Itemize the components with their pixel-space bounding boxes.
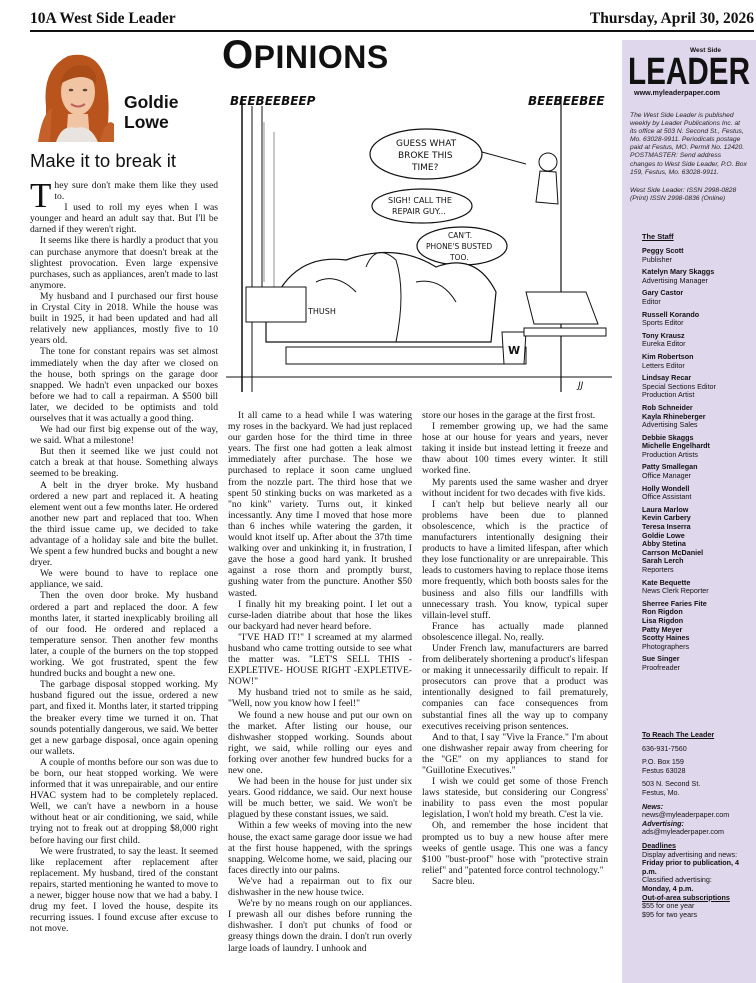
staff-group: [642, 485, 752, 502]
staff-name: Sue Singer: [642, 654, 680, 664]
staff-name: Ron Rigdon: [642, 607, 683, 617]
author-photo: [32, 44, 118, 142]
staff-name: Sherree Faries Fite: [642, 598, 707, 608]
contact-street: 503 N. Second St.: [642, 779, 701, 789]
article-paragraph: I finally hit my breaking point. I let out a curse-laden diatribe about that hose the likes our backyard had never heard before.: [228, 598, 412, 632]
staff-name: Sarah Lerch: [642, 556, 684, 566]
staff-group: [642, 506, 752, 575]
staff-heading: The Staff: [642, 232, 674, 241]
article-paragraph: I remember growing up, we had the same hose at our house for years and years, never taking it inside but instead letting it freeze and thaw about 100 times every winter. It still worked fine.: [422, 421, 608, 477]
staff-name: Kevin Carbery: [642, 513, 691, 523]
staff-name: Teresa Inserra: [642, 522, 691, 532]
staff-list: [642, 247, 752, 677]
page-folio: 10A West Side Leader: [30, 10, 176, 27]
issue-date: Thursday, April 30, 2026: [589, 10, 754, 27]
staff-name: Carrson McDaniel: [642, 547, 704, 557]
advertising-email[interactable]: ads@myleaderpaper.com: [642, 827, 725, 837]
staff-name: Russell Korando: [642, 309, 700, 319]
article-paragraph: My husband tried not to smile as he said, "Well, now you know how I feel!": [228, 687, 412, 710]
article-paragraph: We had our first big expense out of the way, we said. What a milestone!: [30, 424, 218, 447]
section-title-rest: PINIONS: [253, 39, 389, 75]
staff-role: Advertising Manager: [642, 275, 708, 285]
cartoon-bubble-3-line-1: CAN'T.: [448, 231, 473, 240]
editorial-cartoon: [226, 92, 612, 392]
staff-name: Lisa Rigdon: [642, 615, 684, 625]
cartoon-beeps-right: BEEBEEBEE: [528, 94, 605, 108]
advertising-label: Advertising:: [642, 818, 684, 828]
classified-deadline-label: Classified advertising:: [642, 875, 712, 885]
article-paragraph: It all came to a head while I was watering my roses in the backyard. We had just replaced our garden hose for the third time in three years. The first one had gotten a leak almost immediately after purchase. The hose we purchased to replace it soon came unglued from the nozzle part. The third hose that we spent 50 stinking bucks on was marketed as a "no kink" variety. Turns out, it kinked incessantly. Any time I moved that hose more than 6 inches while watering the garden, it would knot itself up. After about the 37th time walking over and unkinking it, in frustration, I gave the hose a good hard yank. It brushed against a rose thorn and promptly burst, gushing water from the puncture. Another $50 wasted.: [228, 410, 412, 599]
issn-notice: West Side Leader: ISSN 2998-0828 (Print) ISSN 2998-0836 (Online): [630, 187, 737, 203]
staff-group: [642, 579, 752, 596]
staff-role: Letters Editor: [642, 360, 685, 370]
staff-role: Proofreader: [642, 662, 680, 672]
staff-name: Kayla Rhineberger: [642, 411, 706, 421]
article-paragraph-text: hey sure don't make them like they used to.: [54, 180, 218, 203]
article-paragraph: A couple of months before our son was due to be born, our heat stopped working. We were informed that it was unrepairable, and our entire HVAC system had to be completely replaced. Well, we can't have a newborn in a house without heat or air conditioning, we said, while trying not to freak out at dropping $8,000 right before having our first child.: [30, 756, 218, 846]
article-paragraph: We were frustrated, to say the least. It seemed like replacement after replacement after replacement. My husband, tired of the constant repairs, started mentioning he wanted to move to a newer, bigger house now that we had a baby. I drug my feet. I loved the house, despite its recurring issues. I found excuse after excuse to not move.: [30, 845, 218, 935]
contact-heading: To Reach The Leader: [642, 730, 715, 739]
staff-name: Katelyn Mary Skaggs: [642, 267, 715, 277]
staff-role: News Clerk Reporter: [642, 586, 709, 596]
staff-role: Sports Editor: [642, 318, 684, 328]
article-paragraph: store our hoses in the garage at the first frost.: [422, 410, 596, 421]
article-paragraph: We were bound to have to replace one appliance, we said.: [30, 568, 218, 591]
article-paragraph: We're by no means rough on our appliances. I prewash all our dishes before running the dishwasher. I don't put chunks of food or greasy things down the drain. I don't run overly large loads of laundry. I unhook and: [228, 898, 412, 954]
publication-notice: The West Side Leader is published weekly by Leader Publications Inc. at its office at 503 N. Second St., Festus, Mo. 63028-9911. Periodicals postage paid at Festus, MO. Permit No. 12420. POSTMASTER: Send address changes to West Side Leader, P.O. Box 159, Festus, Mo. 63028-9911.: [630, 112, 747, 176]
staff-name: Debbie Skaggs: [642, 432, 694, 442]
staff-role: Advertising Sales: [642, 420, 698, 430]
article-column-2: [228, 410, 412, 976]
article-paragraph: [30, 180, 218, 215]
staff-name: Tony Krausz: [642, 330, 685, 340]
staff-role: Reporters: [642, 565, 674, 574]
article-paragraph: The tone for constant repairs was set almost immediately when the day after we closed on the house, both springs on the garage door snapped. We hadn't even unpacked our boxes before we had to call a repairman. A $500 bill later, we decided to be optimists and told ourselves that it was actually a good thing.: [30, 346, 218, 424]
cartoon-beeps-left: BEEBEEBEEP: [230, 94, 316, 108]
subscription-two-years: $95 for two years: [642, 909, 698, 919]
article-column-3: [422, 410, 608, 976]
article-paragraph: And to that, I say "Vive la France." I'm about one dishwasher repair away from cheering for the "GE" on my appliances to stand for "Guillotine Executives.": [422, 731, 608, 776]
section-title: [222, 33, 418, 78]
article-paragraph: I wish we could get some of those French laws stateside, but considering our Congress' inability to pass even the most popular legislation, I won't hold my breath. C'est la vie.: [422, 776, 608, 821]
news-email[interactable]: news@myleaderpaper.com: [642, 810, 730, 820]
article-paragraph: "I'VE HAD IT!" I screamed at my alarmed husband who came trotting outside to see what the matter was. "LET'S SELL THIS -EXPLETIVE- HOUSE RIGHT -EXPLETIVE- NOW!": [228, 631, 412, 688]
cartoon-sound-effect: THUSH: [308, 307, 336, 316]
logo-main-text: LEADER: [628, 51, 750, 86]
staff-group: [642, 247, 752, 264]
staff-role: Special Sections Editor Production Artist: [642, 381, 716, 400]
staff-role: Production Artists: [642, 449, 698, 459]
staff-group: [642, 332, 752, 349]
drop-cap: T: [30, 180, 52, 215]
subscription-one-year: $55 for one year: [642, 901, 695, 911]
staff-group: [642, 600, 752, 652]
logo-small-text: West Side: [690, 47, 721, 54]
author-byline: [124, 92, 178, 132]
staff-group: [642, 353, 752, 370]
article-headline: Make it to break it: [30, 150, 177, 171]
staff-role: Office Assistant: [642, 492, 692, 502]
article-paragraph: The garbage disposal stopped working. My husband figured out the issue, ordered a new part, and fixed it. Months later, it started tripping the breaker every time we turned it on. That sounds potentially dangerous, we said. We better get a new garbage disposal, once again opening our wallets.: [30, 679, 218, 757]
staff-group: [642, 463, 752, 480]
staff-name: Patty Smallegan: [642, 462, 698, 472]
staff-role: Editor: [642, 296, 661, 306]
author-first-name: Goldie: [124, 92, 179, 112]
staff-group: [642, 434, 752, 460]
article-paragraph: I can't help but believe nearly all our problems have been due to planned obsolescence, which is the practice of manufacturers intentionally designing their products to have a limited lifespan, after which they lose functionality or are unrepairable. This leads to customers having to replace those items more frequently, which both boosts sales for the business and also fills our landfills with unnecessary trash. You know, typical super villain-level stuff.: [422, 498, 608, 621]
article-paragraph: We found a new house and put our own on the market. After listing our house, our dishwasher stopped working. Sounds about right, we said, while rolling our eyes and forking over another few hundred bucks for a new one.: [228, 709, 412, 776]
article-paragraph: Under French law, manufacturers are barred from deliberately shortening a product's lifespan or making it unnecessarily difficult to repair. If prosecutors can prove that a product was intentionally designed to fail prematurely, companies can face consequences from substantial fines all the way up to company executives receiving prison sentences.: [422, 642, 608, 732]
article-column-1: [30, 180, 218, 976]
staff-name: Gary Castor: [642, 288, 684, 298]
cartoon-bubble-3-line-3: TOO.: [450, 253, 469, 262]
cartoon-signature: JJ: [578, 381, 584, 391]
staff-group: [642, 404, 752, 430]
staff-group: [642, 655, 752, 672]
staff-name: Scotty Haines: [642, 633, 690, 643]
cartoon-bubble-3-line-2: PHONE'S BUSTED: [426, 242, 493, 251]
staff-name: Kate Bequette: [642, 577, 691, 587]
section-title-initial: O: [222, 33, 254, 77]
article-paragraph: We've had a repairman out to fix our dishwasher in the new house twice.: [228, 875, 412, 899]
article-paragraph: We had been in the house for just under six years. Good riddance, we said. Our next house will be much better, we said. We won't be plagued by these constant issues, we said.: [228, 776, 412, 821]
header-rule: [30, 30, 754, 32]
leader-logo: [628, 44, 752, 86]
contact-city: Festus, Mo.: [642, 787, 680, 797]
staff-role: Photographers: [642, 641, 690, 651]
article-paragraph: But then it seemed like we just could not catch a break at that house. Something always seemed to be breaking.: [30, 446, 218, 480]
staff-name: Patty Meyer: [642, 624, 683, 634]
staff-name: Rob Schneider: [642, 402, 693, 412]
display-deadline-label: Display advertising and news:: [642, 849, 738, 859]
contact-phone[interactable]: 636-931-7560: [642, 743, 687, 753]
news-label: News:: [642, 801, 664, 811]
article-paragraph: Sacre bleu.: [432, 875, 475, 887]
contact-po-city: Festus 63028: [642, 765, 686, 775]
article-paragraph: Within a few weeks of moving into the new house, the exact same garage door issue we had at the first house happened, with the springs snapping. Welcome home, we said, placing our faces directly into our palms.: [228, 820, 412, 876]
contact-po-box: P.O. Box 159: [642, 757, 684, 767]
staff-name: Peggy Scott: [642, 246, 684, 255]
staff-name: Laura Marlow: [642, 504, 689, 514]
staff-group: [642, 268, 752, 285]
article-paragraph: My parents used the same washer and dryer without incident for two decades with five kids.: [422, 476, 608, 499]
staff-name: Holly Wondell: [642, 483, 690, 493]
cartoon-mug-letter: W: [508, 344, 521, 357]
article-paragraph: France has actually made planned obsolescence illegal. No, really.: [422, 620, 608, 643]
staff-name: Lindsay Recar: [642, 373, 692, 383]
deadlines-heading: Deadlines: [642, 840, 676, 850]
staff-name: Michelle Engelhardt: [642, 441, 710, 451]
article-paragraph: My husband and I purchased our first house in Crystal City in 2018. While the house was built in 1925, it had been updated and had all relatively new appliances, mostly five to 10 years old.: [30, 290, 218, 347]
cartoon-bubble-2-line-2: REPAIR GUY...: [392, 207, 446, 216]
staff-name: Kim Robertson: [642, 351, 694, 361]
staff-role: Eureka Editor: [642, 339, 686, 349]
cartoon-bubble-1-line-3: TIME?: [412, 163, 439, 173]
article-paragraph: Then the oven door broke. My husband ordered a part and replaced the door. A few months later, it started inexplicably broiling all of our food. He ordered and replaced a temperature sensor. Then another few months later, a couple of the burners on the top stopped working. We got frustrated, spent the few hundred bucks and bought a new one.: [30, 590, 218, 680]
author-last-name: Lowe: [124, 112, 169, 132]
subscriptions-heading: Out-of-area subscriptions: [642, 892, 730, 902]
contact-info: [642, 731, 754, 919]
staff-role: Office Manager: [642, 471, 692, 481]
staff-group: [642, 289, 752, 306]
classified-deadline: Monday, 4 p.m.: [642, 883, 694, 893]
staff-name: Goldie Lowe: [642, 530, 685, 540]
staff-group: [642, 311, 752, 328]
display-deadline: Friday prior to publication, 4 p.m.: [642, 858, 740, 876]
article-paragraph: A belt in the dryer broke. My husband ordered a new part and replaced it. A heating element went out a few months later. He ordered another new part and replaced that too. When the third issue came up, we decided to take advantage of a holiday sale and bite the bullet. We spent a few hundred bucks and bought a new dryer.: [30, 479, 218, 569]
staff-group: [642, 374, 752, 400]
cartoon-bubble-1-line-1: GUESS WHAT: [396, 139, 457, 149]
website-link[interactable]: www.myleaderpaper.com: [634, 88, 721, 97]
cartoon-bubble-1-line-2: BROKE THIS: [398, 151, 453, 161]
article-paragraph: It seems like there is hardly a product that you can purchase anymore that doesn't break at the slightest provocation. Even large expensive purchases, such as appliances, aren't made to last anymore.: [30, 235, 218, 291]
article-paragraph: I used to roll my eyes when I was younger and heard an adult say that. But I'll be darned if they weren't right.: [30, 202, 218, 236]
article-paragraph: Oh, and remember the hose incident that prompted us to buy a new house after mere weeks of gentle usage. This one was a fancy $100 "bust-proof" hose with "protective strain relief" and "patented force control technology.": [422, 820, 608, 876]
staff-name: Abby Stetina: [642, 539, 686, 549]
cartoon-bubble-2-line-1: SIGH! CALL THE: [388, 196, 452, 205]
staff-role: Publisher: [642, 254, 672, 264]
